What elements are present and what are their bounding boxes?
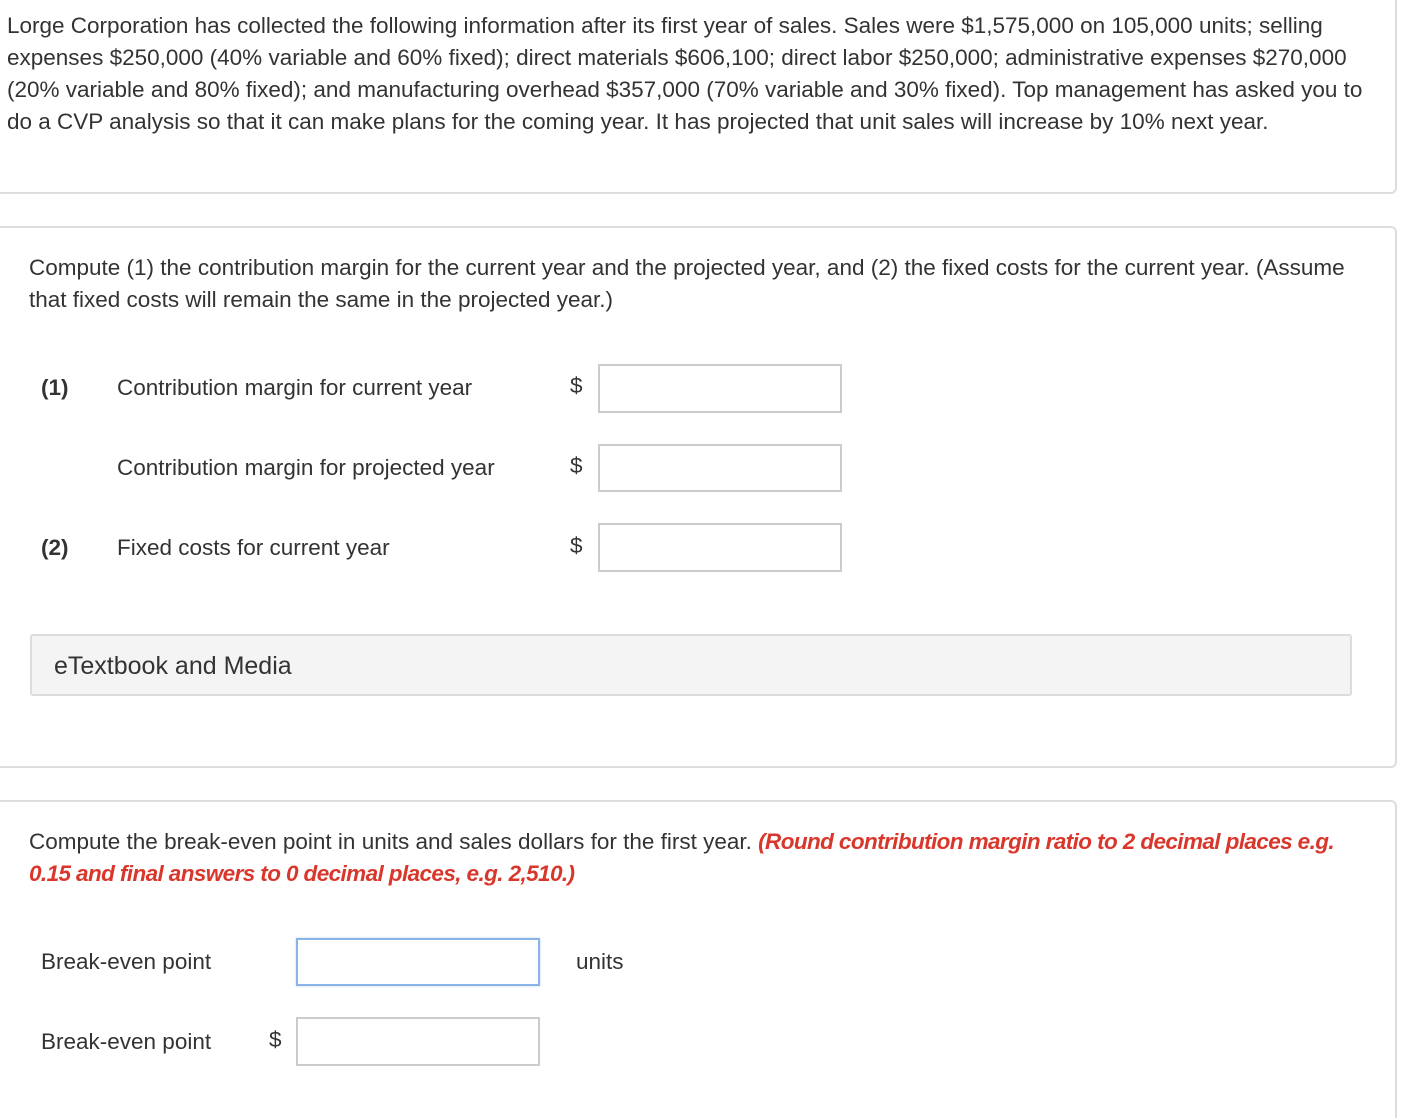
problem-statement-text: Lorge Corporation has collected the following information after its first year of sales. Sales were $1,575,000 on 105,000 units; selling expenses $250,000 (40% variable and 60% fixed); direct materials $606,100; direct labor $250,000; administrative expenses $270,000 (20% variable and 80% fixed); and manufacturing overhead $357,000 (70% variable and 30% fixed). Top management has asked you to do a CVP analysis so that it can make plans for the coming year. It has projected that unit sales will increase by 10% next year. [7, 13, 1363, 134]
break-even-units-label: Break-even point [41, 949, 212, 974]
contribution-margin-current-label: Contribution margin for current year [117, 375, 473, 400]
contribution-margin-projected-input[interactable] [598, 444, 842, 492]
fixed-costs-current-input[interactable] [598, 523, 842, 572]
currency-symbol: $ [269, 1027, 282, 1052]
etextbook-media-toggle[interactable] [30, 634, 1352, 696]
fixed-costs-current-label: Fixed costs for current year [117, 535, 390, 560]
units-label: units [576, 949, 624, 974]
break-even-units-input[interactable] [296, 938, 540, 986]
part2-instructions [29, 826, 1369, 890]
contribution-margin-current-input[interactable] [598, 364, 842, 413]
break-even-dollars-input[interactable] [296, 1017, 540, 1066]
break-even-dollars-label: Break-even point [41, 1029, 212, 1054]
row-number-1: (1) [41, 375, 69, 400]
currency-symbol: $ [570, 373, 583, 398]
etextbook-media-label: eTextbook and Media [54, 652, 292, 680]
part1-instructions: Compute (1) the contribution margin for the current year and the projected year, and (2) the fixed costs for the current year. (Assume that fixed costs will remain the same in the projected year.) [29, 255, 1345, 312]
currency-symbol: $ [570, 453, 583, 478]
currency-symbol: $ [570, 533, 583, 558]
part2-question-text: Compute the break-even point in units and sales dollars for the first year. [29, 829, 752, 854]
row-number-2: (2) [41, 535, 69, 560]
contribution-margin-projected-label: Contribution margin for projected year [117, 455, 495, 480]
rounding-hint: (Round contribution margin ratio to 2 decimal places e.g. 0.15 and final answers to 0 decimal places, e.g. 2,510.) [29, 829, 1335, 886]
